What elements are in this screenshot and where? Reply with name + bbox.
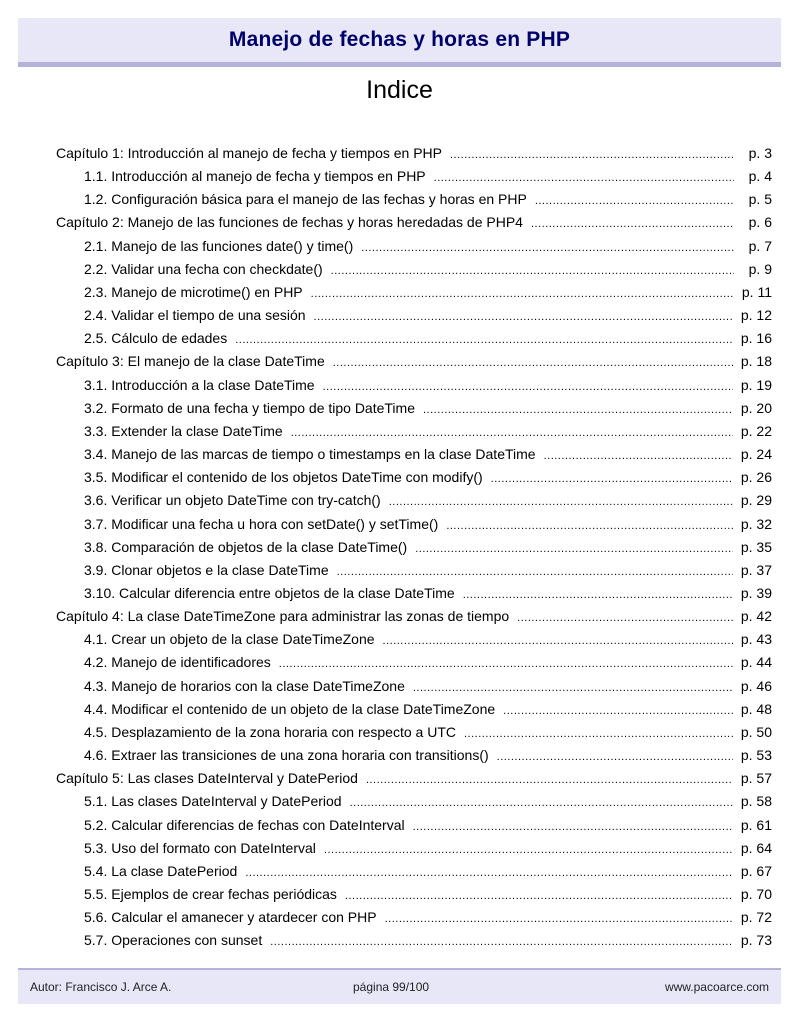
toc-dot-leader xyxy=(434,167,734,181)
toc-section-entry[interactable] xyxy=(56,306,772,329)
toc-chapter-entry[interactable] xyxy=(56,769,772,792)
toc-section-entry[interactable] xyxy=(56,700,772,723)
toc-entry-title: Capítulo 3: El manejo de la clase DateTime xyxy=(56,353,325,370)
toc-dot-leader xyxy=(311,283,734,297)
toc-entry-page: p. 6 xyxy=(748,214,772,231)
toc-entry-title: Capítulo 5: Las clases DateInterval y DatePeriod xyxy=(56,770,358,787)
document-title: Manejo de fechas y horas en PHP xyxy=(228,28,571,51)
toc-dot-leader xyxy=(270,931,733,945)
toc-entry-title: 4.2. Manejo de identificadores xyxy=(84,654,271,671)
toc-dot-leader xyxy=(464,723,733,737)
toc-dot-leader xyxy=(291,422,733,436)
toc-entry-title: 2.1. Manejo de las funciones date() y time() xyxy=(84,237,354,254)
toc-entry-title: 1.2. Configuración básica para el manejo de las fechas y horas en PHP xyxy=(84,191,527,208)
toc-entry-page: p. 64 xyxy=(740,839,772,856)
toc-entry-page: p. 44 xyxy=(740,654,772,671)
toc-entry-page: p. 73 xyxy=(740,932,772,949)
toc-dot-leader xyxy=(423,399,733,413)
toc-entry-title: Capítulo 2: Manejo de las funciones de fechas y horas heredadas de PHP4 xyxy=(56,214,523,231)
toc-dot-leader xyxy=(491,468,733,482)
toc-entry-page: p. 16 xyxy=(740,330,772,347)
toc-entry-page: p. 24 xyxy=(740,446,772,463)
toc-entry-page: p. 20 xyxy=(740,399,772,416)
toc-entry-title: 4.3. Manejo de horarios con la clase DateTimeZone xyxy=(84,677,405,694)
toc-dot-leader xyxy=(503,700,733,714)
toc-entry-page: p. 72 xyxy=(740,909,772,926)
toc-entry-title: 3.8. Comparación de objetos de la clase DateTime() xyxy=(84,538,408,555)
toc-entry-page: p. 18 xyxy=(740,353,772,370)
toc-dot-leader xyxy=(535,190,734,204)
toc-section-entry[interactable] xyxy=(56,723,772,746)
toc-entry-title: 2.4. Validar el tiempo de una sesión xyxy=(84,307,306,324)
toc-entry-title: 3.2. Formato de una fecha y tiempo de tipo DateTime xyxy=(84,399,415,416)
toc-section-entry[interactable] xyxy=(56,329,772,352)
toc-entry-title: 3.3. Extender la clase DateTime xyxy=(84,422,283,439)
toc-dot-leader xyxy=(497,746,733,760)
toc-dot-leader xyxy=(544,445,733,459)
toc-entry-title: Capítulo 4: La clase DateTimeZone para administrar las zonas de tiempo xyxy=(56,608,510,625)
document-header xyxy=(18,18,781,67)
toc-entry-title: 5.1. Las clases DateInterval y DatePeriod xyxy=(84,793,342,810)
footer-page-number: página 99/100 xyxy=(353,980,430,994)
toc-entry-title: 3.9. Clonar objetos e la clase DateTime xyxy=(84,561,329,578)
toc-entry-title: 1.1. Introducción al manejo de fecha y tiempos en PHP xyxy=(84,168,426,185)
toc-dot-leader xyxy=(446,515,733,529)
toc-dot-leader xyxy=(366,769,733,783)
toc-section-entry[interactable] xyxy=(56,584,772,607)
toc-entry-title: 5.4. La clase DatePeriod xyxy=(84,862,238,879)
toc-entry-title: 5.3. Uso del formato con DateInterval xyxy=(84,839,316,856)
toc-chapter-entry[interactable] xyxy=(56,352,772,375)
toc-dot-leader xyxy=(385,908,733,922)
toc-section-entry[interactable] xyxy=(56,677,772,700)
toc-section-entry[interactable] xyxy=(56,792,772,815)
toc-dot-leader xyxy=(531,213,734,227)
toc-section-entry[interactable] xyxy=(56,376,772,399)
toc-chapter-entry[interactable] xyxy=(56,213,772,236)
toc-section-entry[interactable] xyxy=(56,422,772,445)
toc-dot-leader xyxy=(331,260,734,274)
toc-dot-leader xyxy=(235,329,733,343)
toc-entry-page: p. 5 xyxy=(748,191,772,208)
toc-dot-leader xyxy=(361,237,734,251)
toc-entry-page: p. 48 xyxy=(740,700,772,717)
toc-entry-title: 3.1. Introducción a la clase DateTime xyxy=(84,376,315,393)
toc-chapter-entry[interactable] xyxy=(56,144,772,167)
toc-entry-page: p. 39 xyxy=(740,584,772,601)
toc-entry-title: 3.10. Calcular diferencia entre objetos de la clase DateTime xyxy=(84,584,455,601)
toc-entry-title: 2.2. Validar una fecha con checkdate() xyxy=(84,260,323,277)
toc-dot-leader xyxy=(337,561,733,575)
toc-section-entry[interactable] xyxy=(56,885,772,908)
toc-section-entry[interactable] xyxy=(56,399,772,422)
toc-entry-title: 3.5. Modificar el contenido de los objetos DateTime con modify() xyxy=(84,469,483,486)
toc-entry-page: p. 26 xyxy=(740,469,772,486)
toc-entry-title: 3.4. Manejo de las marcas de tiempo o timestamps en la clase DateTime xyxy=(84,446,536,463)
toc-entry-title: 2.5. Cálculo de edades xyxy=(84,330,228,347)
toc-entry-page: p. 7 xyxy=(748,237,772,254)
toc-entry-page: p. 46 xyxy=(740,677,772,694)
toc-entry-page: p. 12 xyxy=(740,307,772,324)
toc-entry-page: p. 22 xyxy=(740,422,772,439)
toc-dot-leader xyxy=(279,653,733,667)
toc-dot-leader xyxy=(324,839,733,853)
toc-dot-leader xyxy=(415,538,733,552)
page-heading: Indice xyxy=(366,76,433,104)
toc-entry-page: p. 53 xyxy=(740,747,772,764)
toc-entry-title: 4.6. Extraer las transiciones de una zona horaria con transitions() xyxy=(84,747,489,764)
toc-section-entry[interactable] xyxy=(56,746,772,769)
document-footer xyxy=(18,968,781,1004)
toc-section-entry[interactable] xyxy=(56,167,772,190)
toc-entry-title: 2.3. Manejo de microtime() en PHP xyxy=(84,283,303,300)
toc-dot-leader xyxy=(350,792,733,806)
toc-dot-leader xyxy=(245,862,733,876)
toc-dot-leader xyxy=(345,885,733,899)
toc-section-entry[interactable] xyxy=(56,283,772,306)
toc-chapter-entry[interactable] xyxy=(56,607,772,630)
toc-section-entry[interactable] xyxy=(56,816,772,839)
toc-section-entry[interactable] xyxy=(56,445,772,468)
toc-entry-page: p. 57 xyxy=(740,770,772,787)
toc-section-entry[interactable] xyxy=(56,237,772,260)
toc-dot-leader xyxy=(413,816,733,830)
toc-entry-page: p. 4 xyxy=(748,168,772,185)
toc-entry-page: p. 61 xyxy=(740,816,772,833)
toc-dot-leader xyxy=(383,630,733,644)
toc-section-entry[interactable] xyxy=(56,260,772,283)
toc-section-entry[interactable] xyxy=(56,538,772,561)
toc-section-entry[interactable] xyxy=(56,515,772,538)
toc-section-entry[interactable] xyxy=(56,190,772,213)
toc-entry-title: Capítulo 1: Introducción al manejo de fecha y tiempos en PHP xyxy=(56,145,442,161)
toc-entry-page: p. 37 xyxy=(740,561,772,578)
footer-website: www.pacoarce.com xyxy=(664,980,769,994)
toc-entry-title: 5.7. Operaciones con sunset xyxy=(84,932,263,949)
toc-section-entry[interactable] xyxy=(56,839,772,862)
toc-section-entry[interactable] xyxy=(56,931,772,954)
toc-section-entry[interactable] xyxy=(56,561,772,584)
toc-entry-page: p. 29 xyxy=(740,492,772,509)
toc-section-entry[interactable] xyxy=(56,630,772,653)
toc-entry-page: p. 70 xyxy=(740,886,772,902)
table-of-contents xyxy=(56,144,772,954)
toc-section-entry[interactable] xyxy=(56,468,772,491)
toc-entry-page: p. 9 xyxy=(748,260,772,277)
toc-dot-leader xyxy=(323,376,733,390)
toc-entry-page: p. 42 xyxy=(740,608,772,625)
toc-dot-leader xyxy=(413,677,733,691)
toc-entry-title: 4.1. Crear un objeto de la clase DateTimeZone xyxy=(84,631,375,648)
toc-entry-page: p. 11 xyxy=(741,283,772,300)
toc-entry-page: p. 19 xyxy=(740,376,772,393)
toc-dot-leader xyxy=(450,144,734,158)
toc-entry-page: p. 3 xyxy=(748,145,772,161)
toc-entry-title: 4.4. Modificar el contenido de un objeto de la clase DateTimeZone xyxy=(84,700,496,717)
toc-entry-title: 3.7. Modificar una fecha u hora con setDate() y setTime() xyxy=(84,515,439,532)
toc-section-entry[interactable] xyxy=(56,908,772,931)
toc-section-entry[interactable] xyxy=(56,862,772,885)
footer-author: Autor: Francisco J. Arce A. xyxy=(30,980,172,994)
toc-entry-title: 5.2. Calcular diferencias de fechas con DateInterval xyxy=(84,816,405,833)
toc-entry-title: 5.6. Calcular el amanecer y atardecer con PHP xyxy=(84,909,377,926)
toc-entry-title: 5.5. Ejemplos de crear fechas periódicas xyxy=(84,886,337,902)
toc-entry-title: 3.6. Verificar un objeto DateTime con try-catch() xyxy=(84,492,381,509)
toc-entry-page: p. 35 xyxy=(740,538,772,555)
toc-entry-page: p. 32 xyxy=(740,515,772,532)
toc-dot-leader xyxy=(463,584,733,598)
toc-dot-leader xyxy=(517,607,733,621)
toc-dot-leader xyxy=(389,491,733,505)
toc-dot-leader xyxy=(314,306,733,320)
toc-entry-title: 4.5. Desplazamiento de la zona horaria con respecto a UTC xyxy=(84,723,456,740)
toc-section-entry[interactable] xyxy=(56,491,772,514)
toc-entry-page: p. 58 xyxy=(740,793,772,810)
toc-entry-page: p. 43 xyxy=(740,631,772,648)
toc-section-entry[interactable] xyxy=(56,653,772,676)
toc-entry-page: p. 50 xyxy=(740,723,772,740)
toc-dot-leader xyxy=(333,352,733,366)
toc-entry-page: p. 67 xyxy=(740,862,772,879)
